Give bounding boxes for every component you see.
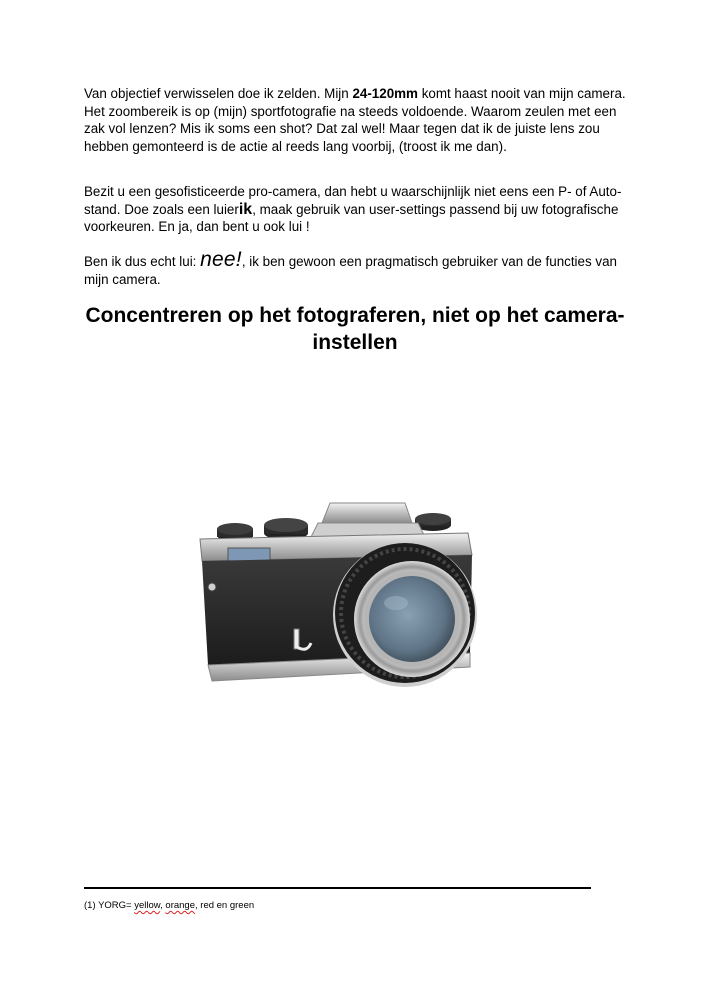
text-run: , ik ben gewoon een pragmatisch gebruiker van de functies van mijn camera. bbox=[84, 254, 617, 287]
spellcheck-word: yellow bbox=[134, 900, 161, 911]
section-heading: Concentreren op het fotograferen, niet op het camera-instellen bbox=[85, 304, 625, 354]
text-run: Bezit u een gesofisticeerde pro-camera, dan hebt u waarschijnlijk niet eens een P- of Auto-stand. Doe zoals een luier bbox=[84, 184, 622, 217]
footnote-separator bbox=[84, 887, 591, 889]
spellcheck-word: orange bbox=[165, 900, 195, 911]
text-run: , bbox=[160, 900, 166, 911]
emphasis-ik: ik bbox=[238, 200, 253, 218]
text-run: Ben ik dus echt lui: bbox=[84, 254, 201, 269]
paragraph-lui bbox=[84, 248, 632, 288]
paragraph-lens bbox=[84, 85, 632, 155]
text-run: komt haast nooit van mijn camera. Het zoombereik is op (mijn) sportfotografie na steeds voldoende. Waarom zeulen met een zak vol lenzen? Mis ik soms een shot? Dat zal wel! Maar tegen dat ik de juiste lens zou hebben gemonteerd is de actie al reeds lang voorbij, (troost ik me dan). bbox=[84, 86, 626, 154]
footnote bbox=[84, 900, 254, 912]
emphasis-nee: nee! bbox=[200, 248, 242, 271]
paragraph-pro-camera bbox=[84, 183, 632, 236]
bold-lens-range: 24-120mm bbox=[352, 86, 418, 101]
text-run: (1) YORG= bbox=[84, 900, 135, 911]
text-run: , maak gebruik van user-settings passend bij uw fotografische voorkeuren. En ja, dan bent u ook lui ! bbox=[84, 201, 619, 234]
text-run: Van objectief verwisselen doe ik zelden. Mijn bbox=[84, 86, 353, 101]
camera-icon bbox=[190, 495, 485, 710]
text-run: , red en green bbox=[195, 900, 255, 911]
